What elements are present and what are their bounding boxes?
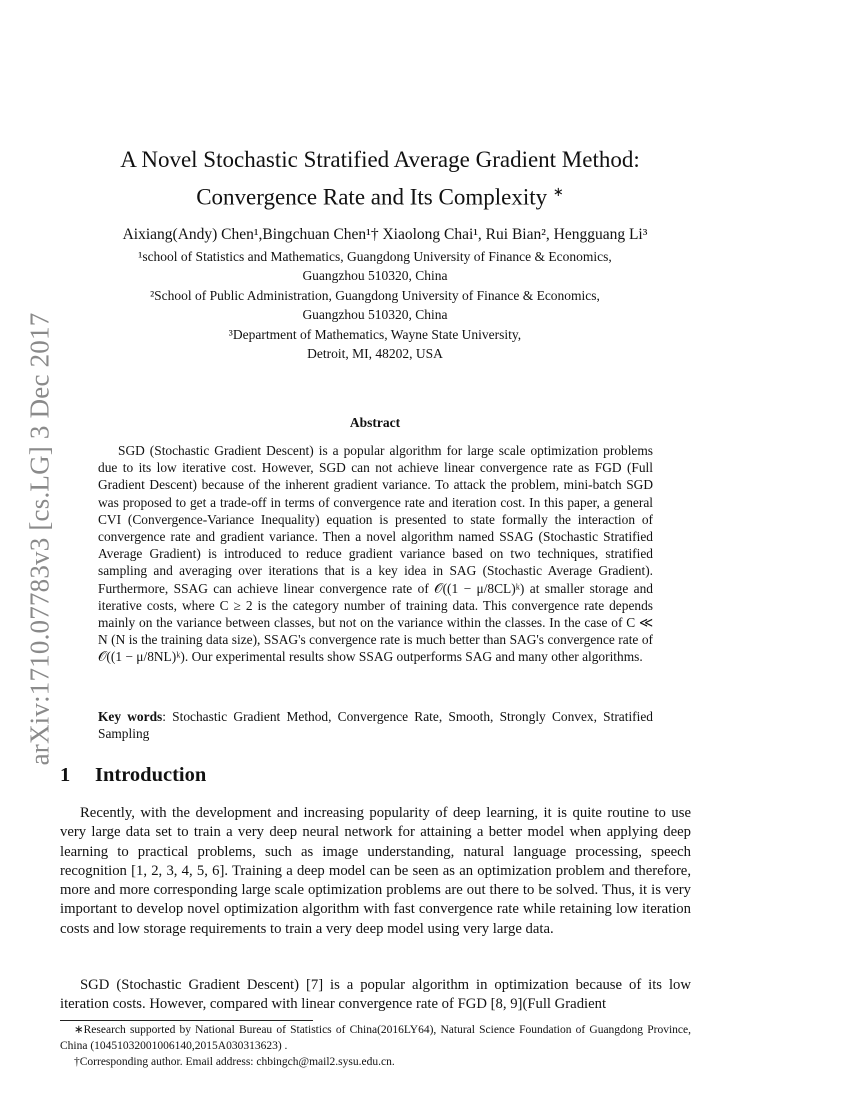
arxiv-sidebar <box>16 300 64 778</box>
affiliation-1 <box>60 247 690 285</box>
footnotes <box>60 1022 691 1070</box>
affiliation-2-line-2: Guangzhou 510320, China <box>302 307 448 322</box>
keywords <box>98 708 653 742</box>
title-line-2 <box>80 176 680 214</box>
affiliation-3-line-1: ³Department of Mathematics, Wayne State University, <box>228 327 522 342</box>
title-line-1: A Novel Stochastic Stratified Average Gradient Method: <box>120 147 640 172</box>
section-heading <box>60 764 206 787</box>
affiliation-2 <box>60 286 690 324</box>
affiliation-1-line-1: ¹school of Statistics and Mathematics, Guangdong University of Finance & Economics, <box>138 249 612 264</box>
section-title: Introduction <box>95 764 207 786</box>
title-line-2-text: Convergence Rate and Its Complexity <box>196 184 548 210</box>
footnote-funding: ∗Research supported by National Bureau of Statistics of China(2016LY64), Natural Science Foundation of Guangdong Province, China (10451032001006140,2015A030313623) . <box>60 1024 691 1052</box>
paper-title <box>80 144 680 214</box>
intro-paragraph-1: Recently, with the development and increasing popularity of deep learning, it is quite routine to use very large data set to train a very deep neural network for attaining a better model when applying deep learning to practical problems, such as image understanding, natural language processing, speech recognition [1, 2, 3, 4, 5, 6]. Training a deep model can be seen as an optimization problem and therefore, more and more corresponding large scale optimization problems are out there to be solved. Thus, it is very important to develop novel optimization algorithm with fast convergence rate while retaining low iteration costs and low storage requirements to train a very deep model using very large data. <box>60 805 691 937</box>
affiliation-2-line-1: ²School of Public Administration, Guangdong University of Finance & Economics, <box>150 288 600 303</box>
title-footnote-mark: ∗ <box>552 184 564 199</box>
abstract-heading: Abstract <box>349 415 401 430</box>
section-number: 1 <box>60 764 71 786</box>
arxiv-identifier: arXiv:1710.07783v3 [cs.LG] 3 Dec 2017 <box>24 312 55 766</box>
abstract-text: SGD (Stochastic Gradient Descent) is a popular algorithm for large scale optimization problems due to its low iterative cost. However, SGD can not achieve linear convergence rate as FGD (Full Gradient Descent) because of the inherent gradient variance. To attack the problem, mini-batch SGD was proposed to get a trade-off in terms of convergence rate and iteration cost. In this paper, a general CVI (Convergence-Variance Inequality) equation is presented to state formally the interaction of convergence rate and gradient variance. Then a novel algorithm named SSAG (Stochastic Stratified Average Gradient) is introduced to reduce gradient variance based on two techniques, stratified sampling and averaging over iterations that is a key idea in SAG (Stochastic Average Gradient). Furthermore, SSAG can achieve linear convergence rate of 𝒪((1 − μ/8CL)ᵏ) at smaller storage and iterative costs, where C ≥ 2 is the category number of training data. This convergence rate depends mainly on the variance between classes, but not on the variance within the classes. In the case of C ≪ N (N is the training data size), SSAG's convergence rate is much better than SAG's convergence rate of 𝒪((1 − μ/8NL)ᵏ). Our experimental results show SSAG outperforms SAG and many other algorithms. <box>98 443 653 665</box>
affiliation-1-line-2: Guangzhou 510320, China <box>302 268 448 283</box>
intro-paragraph-2: SGD (Stochastic Gradient Descent) [7] is a popular algorithm in optimization because of its low iteration costs. However, compared with linear convergence rate of FGD [8, 9](Full Gradient <box>60 977 691 1013</box>
footnote-correspondence: †Corresponding author. Email address: chbingch@mail2.sysu.edu.cn. <box>74 1056 395 1068</box>
author-list: Aixiang(Andy) Chen¹,Bingchuan Chen¹† Xiaolong Chai¹, Rui Bian², Hengguang Li³ <box>122 226 648 243</box>
affiliation-3-line-2: Detroit, MI, 48202, USA <box>307 346 443 361</box>
keywords-label: Key words <box>98 709 163 724</box>
footnote-rule <box>60 1020 313 1021</box>
affiliation-3 <box>60 325 690 363</box>
keywords-text: : Stochastic Gradient Method, Convergence Rate, Smooth, Strongly Convex, Stratified Sampling <box>98 709 653 742</box>
